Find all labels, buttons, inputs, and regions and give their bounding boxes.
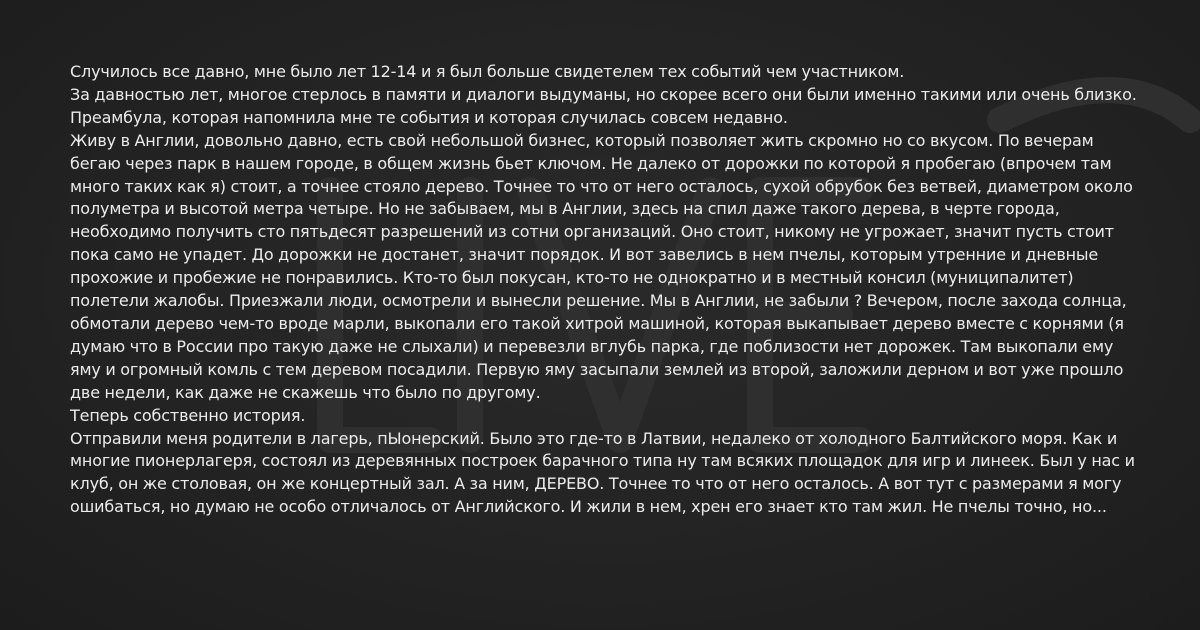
paragraph-disclaimer: За давностью лет, многое стерлось в памяти и диалоги выдуманы, но скорее всего они были именно такими или очень близко. bbox=[70, 84, 1137, 104]
story-text bbox=[70, 61, 1140, 519]
paragraph-preamble: Живу в Англии, довольно давно, есть свой небольшой бизнес, который позволяет жить скромно но со вкусом. По вечерам бегаю через парк в нашем городе, в общем жизнь бьет ключом. Не далеко от дорожки по которой я пробегаю (впрочем там много таких как я) стоит, а точнее стояло дерево. Точнее то что от него осталось, сухой обрубок без ветвей, диаметром около полуметра и высотой метра четыре. Но не забываем, мы в Англии, здесь на спил даже такого дерева, в черте города, необходимо получить сто пятьдесят разрешений из сотни организаций. Оно стоит, никому не угрожает, значит пусть стоит пока само не упадет. До дорожки не достанет, значит порядок. И вот завелись в нем пчелы, которым утренние и дневные прохожие и пробежие не понравились. Кто-то был покусан, кто-то не однократно и в местный консил (муниципалитет) полетели жалобы. Приезжали люди, осмотрели и вынесли решение. Мы в Англии, не забыли ? Вечером, после захода солнца, обмотали дерево чем-то вроде марли, выкопали его такой хитрой машиной, которая выкапывает дерево вместе с корнями (я думаю что в России про такую даже не слыхали) и перевезли вглубь парка, где поблизости нет дорожек. Там выкопали ему яму и огромный комль с тем деревом посадили. Первую яму засыпали землей из второй, заложили дерном и вот уже прошло две недели, как даже не скажешь что было по другому. bbox=[70, 130, 1133, 402]
paragraph-story-heading: Теперь собственно история. bbox=[70, 405, 306, 425]
paragraph-preamble-heading: Преамбула, которая напомнила мне те события и которая случилась совсем недавно. bbox=[70, 107, 788, 127]
paragraph-intro: Случилось все давно, мне было лет 12-14 и я был больше свидетелем тех событий чем участником. bbox=[70, 62, 905, 81]
paragraph-story: Отправили меня родители в лагерь, пЫонерский. Было это где-то в Латвии, недалеко от холодного Балтийского моря. Как и многие пионерлагеря, состоял из деревянных построек барачного типа ну там всяких площадок для игр и линеек. Был у нас и клуб, он же столовая, он же концертный зал. А за ним, ДЕРЕВО. Точнее то что от него осталось. А вот тут с размерами я могу ошибаться, но думаю не особо отличалось от Английского. И жили в нем, хрен его знает кто там жил. Не пчелы точно, но... bbox=[70, 428, 1135, 517]
